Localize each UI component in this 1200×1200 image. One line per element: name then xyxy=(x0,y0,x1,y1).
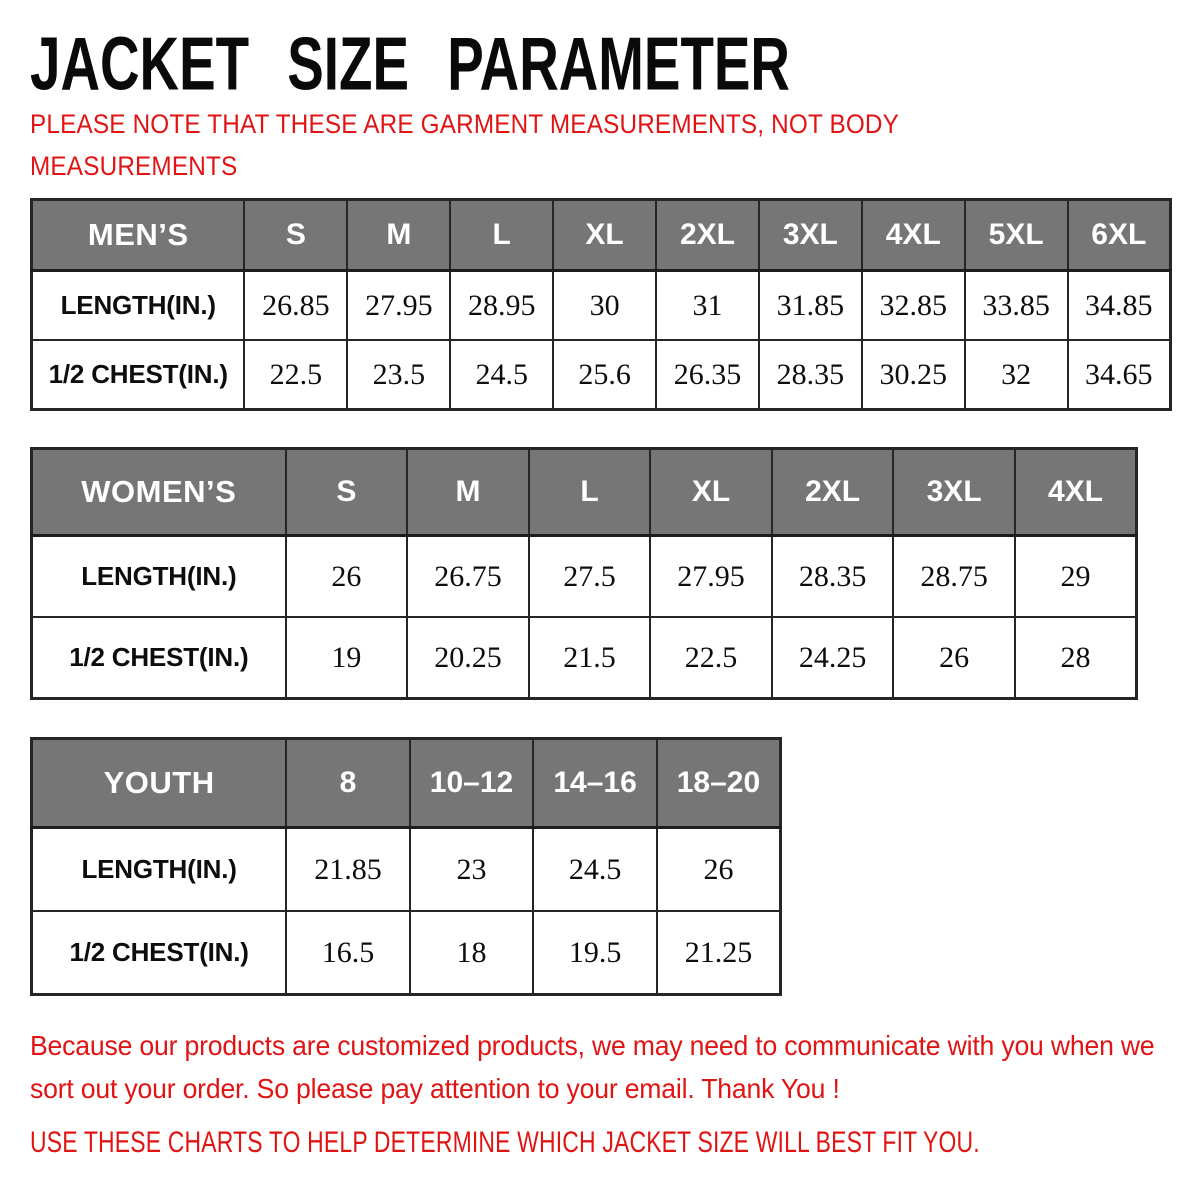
mens-size-header: S xyxy=(244,200,347,271)
mens-measurement-row xyxy=(32,271,1171,341)
youth-size-header: 14–16 xyxy=(533,739,657,828)
womens-size-header: 2XL xyxy=(772,449,894,536)
measurement-value: 30.25 xyxy=(862,340,965,410)
measurement-value: 31 xyxy=(656,271,759,341)
measurement-value: 28.35 xyxy=(759,340,862,410)
youth-size-table xyxy=(30,737,782,996)
measurement-value: 26.35 xyxy=(656,340,759,410)
measurement-value: 22.5 xyxy=(650,617,772,699)
mens-size-header: 5XL xyxy=(965,200,1068,271)
measurement-value: 23 xyxy=(410,828,534,912)
measurement-value: 21.25 xyxy=(657,911,781,995)
womens-size-header: M xyxy=(407,449,529,536)
measurement-value: 16.5 xyxy=(286,911,410,995)
womens-measurement-row xyxy=(32,536,1137,618)
chart-usage-note: USE THESE CHARTS TO HELP DETERMINE WHICH JACKET SIZE WILL BEST FIT YOU. xyxy=(30,1126,980,1159)
measurement-value: 28.75 xyxy=(893,536,1015,618)
measurement-value: 28.35 xyxy=(772,536,894,618)
womens-measurement-row xyxy=(32,617,1137,699)
measurement-value: 23.5 xyxy=(347,340,450,410)
row-label: LENGTH(IN.) xyxy=(32,828,287,912)
row-label: 1/2 CHEST(IN.) xyxy=(32,617,286,699)
mens-size-header: 4XL xyxy=(862,200,965,271)
measurement-value: 28.95 xyxy=(450,271,553,341)
measurement-value: 26 xyxy=(893,617,1015,699)
garment-measurement-note: PLEASE NOTE THAT THESE ARE GARMENT MEASUREMENTS, NOT BODY MEASUREMENTS xyxy=(30,109,899,181)
measurement-value: 27.95 xyxy=(650,536,772,618)
youth-group-header: YOUTH xyxy=(32,739,287,828)
youth-measurement-row xyxy=(32,828,781,912)
measurement-value: 22.5 xyxy=(244,340,347,410)
measurement-value: 27.5 xyxy=(529,536,651,618)
youth-size-header: 18–20 xyxy=(657,739,781,828)
row-label: LENGTH(IN.) xyxy=(32,271,245,341)
youth-measurement-row xyxy=(32,911,781,995)
measurement-value: 21.5 xyxy=(529,617,651,699)
mens-header-row xyxy=(32,200,1171,271)
measurement-value: 27.95 xyxy=(347,271,450,341)
mens-measurement-row xyxy=(32,340,1171,410)
womens-size-header: XL xyxy=(650,449,772,536)
row-label: 1/2 CHEST(IN.) xyxy=(32,911,287,995)
youth-size-header: 10–12 xyxy=(410,739,534,828)
womens-size-header: 4XL xyxy=(1015,449,1137,536)
custom-order-note: Because our products are customized products, we may need to communicate with you when we sort out your order. So please pay attention to your email. Thank You ! xyxy=(30,1030,1155,1105)
measurement-value: 24.5 xyxy=(450,340,553,410)
mens-size-table xyxy=(30,198,1172,411)
measurement-value: 25.6 xyxy=(553,340,656,410)
mens-size-header: 2XL xyxy=(656,200,759,271)
measurement-value: 19.5 xyxy=(533,911,657,995)
measurement-value: 31.85 xyxy=(759,271,862,341)
measurement-value: 26 xyxy=(657,828,781,912)
row-label: 1/2 CHEST(IN.) xyxy=(32,340,245,410)
measurement-value: 28 xyxy=(1015,617,1137,699)
womens-size-header: S xyxy=(286,449,408,536)
page-title: JACKET SIZE PARAMETER xyxy=(30,21,790,106)
measurement-value: 24.5 xyxy=(533,828,657,912)
measurement-value: 32 xyxy=(965,340,1068,410)
youth-size-header: 8 xyxy=(286,739,410,828)
measurement-value: 21.85 xyxy=(286,828,410,912)
womens-size-table xyxy=(30,447,1138,700)
womens-size-header: 3XL xyxy=(893,449,1015,536)
mens-size-header: 3XL xyxy=(759,200,862,271)
measurement-value: 34.65 xyxy=(1068,340,1171,410)
mens-group-header: MEN’S xyxy=(32,200,245,271)
measurement-value: 26 xyxy=(286,536,408,618)
measurement-value: 24.25 xyxy=(772,617,894,699)
womens-size-header: L xyxy=(529,449,651,536)
measurement-value: 19 xyxy=(286,617,408,699)
measurement-value: 18 xyxy=(410,911,534,995)
measurement-value: 34.85 xyxy=(1068,271,1171,341)
measurement-value: 20.25 xyxy=(407,617,529,699)
measurement-value: 26.85 xyxy=(244,271,347,341)
mens-size-header: 6XL xyxy=(1068,200,1171,271)
mens-size-header: XL xyxy=(553,200,656,271)
measurement-value: 26.75 xyxy=(407,536,529,618)
youth-header-row xyxy=(32,739,781,828)
measurement-value: 33.85 xyxy=(965,271,1068,341)
measurement-value: 32.85 xyxy=(862,271,965,341)
row-label: LENGTH(IN.) xyxy=(32,536,286,618)
measurement-value: 29 xyxy=(1015,536,1137,618)
mens-size-header: M xyxy=(347,200,450,271)
womens-header-row xyxy=(32,449,1137,536)
mens-size-header: L xyxy=(450,200,553,271)
measurement-value: 30 xyxy=(553,271,656,341)
womens-group-header: WOMEN’S xyxy=(32,449,286,536)
